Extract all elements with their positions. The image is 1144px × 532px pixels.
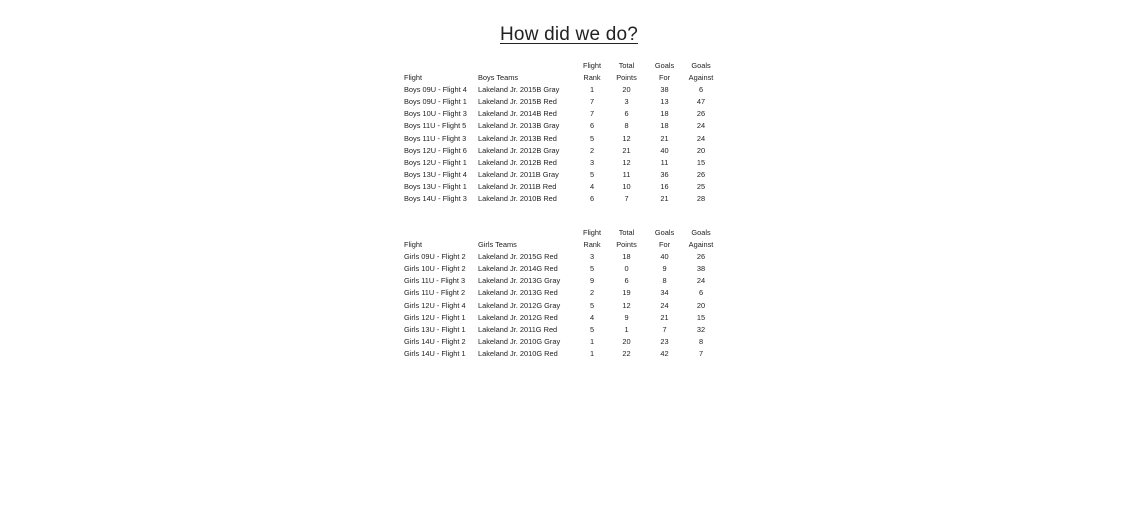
table-row (400, 251, 720, 263)
flight-cell: Boys 14U - Flight 3 (404, 194, 467, 204)
flight-rank-cell: 5 (589, 324, 595, 334)
flight-rank-cell: 9 (589, 276, 595, 286)
goals-for-cell: 42 (660, 348, 669, 358)
header-row (400, 227, 720, 239)
goals-against-cell: 26 (696, 252, 706, 262)
table-row (400, 84, 720, 96)
table-row (400, 96, 720, 108)
flight-cell: Boys 11U - Flight 5 (404, 121, 467, 131)
total-points-cell: 11 (622, 169, 631, 179)
total-points-header: Points (616, 240, 637, 250)
flight-rank-cell: 1 (589, 348, 595, 358)
goals-for-cell: 8 (662, 276, 667, 286)
team-cell: Lakeland Jr. 2015B Gray (478, 85, 560, 95)
flight-cell: Girls 10U - Flight 2 (404, 264, 466, 274)
table-row (400, 300, 720, 312)
goals-against-cell: 24 (696, 276, 706, 286)
flight-rank-cell: 4 (589, 312, 595, 322)
goals-against-cell: 15 (696, 312, 706, 322)
team-cell: Lakeland Jr. 2012B Gray (478, 145, 560, 155)
flight-header: Flight (404, 240, 423, 250)
goals-for-cell: 21 (660, 194, 669, 204)
goals-for-header: For (658, 73, 671, 83)
goals-against-cell: 38 (696, 264, 706, 274)
boys-results-table (400, 60, 720, 205)
flight-cell: Boys 12U - Flight 6 (404, 145, 467, 155)
flight-cell: Girls 09U - Flight 2 (404, 252, 466, 262)
team-cell: Lakeland Jr. 2011B Red (478, 181, 557, 191)
flight-cell: Girls 11U - Flight 3 (404, 276, 466, 286)
flight-rank-cell: 7 (589, 97, 595, 107)
goals-for-cell: 7 (662, 324, 667, 334)
table-row (400, 181, 720, 193)
total-points-header: Total (618, 61, 635, 70)
team-cell: Lakeland Jr. 2010G Gray (478, 336, 561, 346)
flight-rank-cell: 5 (589, 300, 595, 310)
team-cell: Lakeland Jr. 2013B Gray (478, 121, 560, 131)
goals-for-cell: 11 (660, 157, 669, 167)
total-points-cell: 12 (622, 133, 631, 143)
goals-for-cell: 13 (660, 97, 669, 107)
goals-for-cell: 18 (660, 109, 669, 119)
team-header (474, 60, 578, 72)
goals-against-cell: 7 (698, 348, 704, 358)
goals-against-cell: 47 (696, 97, 706, 107)
total-points-cell: 12 (622, 157, 631, 167)
team-cell: Lakeland Jr. 2010B Red (478, 194, 557, 204)
team-cell: Lakeland Jr. 2015G Red (478, 252, 558, 262)
flight-cell: Boys 09U - Flight 1 (404, 97, 467, 107)
goals-against-header: Goals (691, 61, 711, 70)
goals-for-header: For (658, 240, 671, 250)
goals-against-cell: 20 (696, 145, 706, 155)
goals-for-cell: 21 (660, 133, 669, 143)
flight-rank-header: Rank (583, 240, 601, 250)
team-cell: Lakeland Jr. 2012B Red (478, 157, 557, 167)
goals-against-header: Goals (691, 228, 711, 237)
table-row (400, 145, 720, 157)
girls-results-table (400, 227, 720, 360)
flight-rank-cell: 6 (589, 121, 595, 131)
flight-rank-cell: 2 (589, 145, 595, 155)
flight-cell: Boys 12U - Flight 1 (404, 157, 467, 167)
flight-cell: Girls 11U - Flight 2 (404, 288, 466, 298)
goals-for-cell: 9 (662, 264, 667, 274)
total-points-cell: 1 (624, 324, 629, 334)
header-row (400, 72, 720, 84)
goals-against-cell: 24 (696, 133, 706, 143)
team-cell: Lakeland Jr. 2014G Red (478, 264, 558, 274)
total-points-cell: 18 (622, 252, 631, 262)
flight-cell: Girls 12U - Flight 4 (404, 300, 466, 310)
total-points-cell: 6 (624, 276, 629, 286)
goals-against-header: Against (688, 73, 714, 83)
flight-rank-cell: 1 (589, 336, 595, 346)
team-cell: Lakeland Jr. 2012G Gray (478, 300, 561, 310)
table-row (400, 312, 720, 324)
goals-against-cell: 25 (696, 181, 706, 191)
header-row (400, 60, 720, 72)
flight-rank-cell: 6 (589, 194, 595, 204)
table-row (400, 133, 720, 145)
goals-against-cell: 20 (696, 300, 706, 310)
total-points-header: Points (616, 73, 637, 83)
table-row (400, 348, 720, 360)
table-row (400, 157, 720, 169)
team-header: Boys Teams (478, 73, 519, 83)
total-points-cell: 0 (624, 264, 629, 274)
flight-header (400, 60, 474, 72)
flight-rank-cell: 2 (589, 288, 595, 298)
total-points-cell: 6 (624, 109, 629, 119)
team-cell: Lakeland Jr. 2011G Red (478, 324, 558, 334)
flight-header (400, 227, 474, 239)
goals-for-cell: 23 (660, 336, 669, 346)
flight-cell: Boys 11U - Flight 3 (404, 133, 467, 143)
flight-rank-header: Flight (582, 228, 602, 237)
flight-cell: Boys 09U - Flight 4 (404, 85, 467, 95)
goals-for-cell: 40 (660, 252, 669, 262)
total-points-cell: 22 (622, 348, 631, 358)
table-row (400, 120, 720, 132)
team-cell: Lakeland Jr. 2015B Red (478, 97, 557, 107)
page-title: How did we do? (500, 24, 638, 45)
goals-against-cell: 24 (696, 121, 706, 131)
total-points-cell: 12 (622, 300, 631, 310)
flight-rank-cell: 3 (589, 157, 595, 167)
team-cell: Lakeland Jr. 2013B Red (478, 133, 557, 143)
goals-against-cell: 8 (698, 336, 704, 346)
goals-against-header: Against (688, 240, 714, 250)
goals-against-cell: 32 (696, 324, 706, 334)
header-row (400, 239, 720, 251)
flight-rank-cell: 5 (589, 169, 595, 179)
total-points-header: Total (618, 228, 635, 237)
flight-cell: Girls 12U - Flight 1 (404, 312, 466, 322)
total-points-cell: 3 (624, 97, 629, 107)
goals-against-cell: 26 (696, 109, 706, 119)
goals-for-cell: 34 (660, 288, 669, 298)
goals-for-cell: 36 (660, 169, 669, 179)
flight-header: Flight (404, 73, 423, 83)
total-points-cell: 10 (622, 181, 631, 191)
table-row (400, 169, 720, 181)
table-row (400, 275, 720, 287)
table-row (400, 336, 720, 348)
total-points-cell: 7 (624, 194, 629, 204)
flight-cell: Girls 14U - Flight 2 (404, 336, 466, 346)
goals-for-cell: 18 (660, 121, 669, 131)
goals-for-cell: 24 (660, 300, 669, 310)
team-cell: Lakeland Jr. 2012G Red (478, 312, 558, 322)
flight-cell: Girls 14U - Flight 1 (404, 348, 466, 358)
team-cell: Lakeland Jr. 2013G Red (478, 288, 558, 298)
flight-rank-cell: 5 (589, 264, 595, 274)
table-row (400, 263, 720, 275)
goals-for-cell: 21 (660, 312, 669, 322)
total-points-cell: 19 (622, 288, 631, 298)
total-points-cell: 20 (622, 336, 631, 346)
table-row (400, 193, 720, 205)
flight-rank-cell: 1 (589, 85, 595, 95)
total-points-cell: 21 (622, 145, 631, 155)
flight-rank-header: Flight (582, 61, 602, 70)
goals-against-cell: 28 (696, 194, 706, 204)
table-row (400, 108, 720, 120)
table-row (400, 287, 720, 299)
team-cell: Lakeland Jr. 2011B Gray (478, 169, 559, 179)
goals-for-cell: 40 (660, 145, 669, 155)
flight-cell: Girls 13U - Flight 1 (404, 324, 466, 334)
goals-for-header: Goals (654, 61, 675, 70)
goals-against-cell: 6 (698, 288, 704, 298)
flight-cell: Boys 13U - Flight 1 (404, 181, 467, 191)
flight-cell: Boys 10U - Flight 3 (404, 109, 467, 119)
table-row (400, 324, 720, 336)
flight-rank-header: Rank (583, 73, 601, 83)
flight-rank-cell: 4 (589, 181, 595, 191)
total-points-cell: 8 (624, 121, 629, 131)
goals-against-cell: 15 (696, 157, 706, 167)
team-header: Girls Teams (478, 240, 517, 250)
total-points-cell: 9 (624, 312, 629, 322)
goals-for-header: Goals (654, 228, 675, 237)
total-points-cell: 20 (622, 85, 631, 95)
team-cell: Lakeland Jr. 2014B Red (478, 109, 557, 119)
team-cell: Lakeland Jr. 2010G Red (478, 348, 558, 358)
goals-for-cell: 38 (660, 85, 669, 95)
team-header (474, 227, 578, 239)
flight-rank-cell: 5 (589, 133, 595, 143)
flight-rank-cell: 3 (589, 252, 595, 262)
goals-for-cell: 16 (660, 181, 669, 191)
flight-cell: Boys 13U - Flight 4 (404, 169, 467, 179)
team-cell: Lakeland Jr. 2013G Gray (478, 276, 561, 286)
goals-against-cell: 6 (698, 85, 704, 95)
goals-against-cell: 26 (696, 169, 706, 179)
flight-rank-cell: 7 (589, 109, 595, 119)
